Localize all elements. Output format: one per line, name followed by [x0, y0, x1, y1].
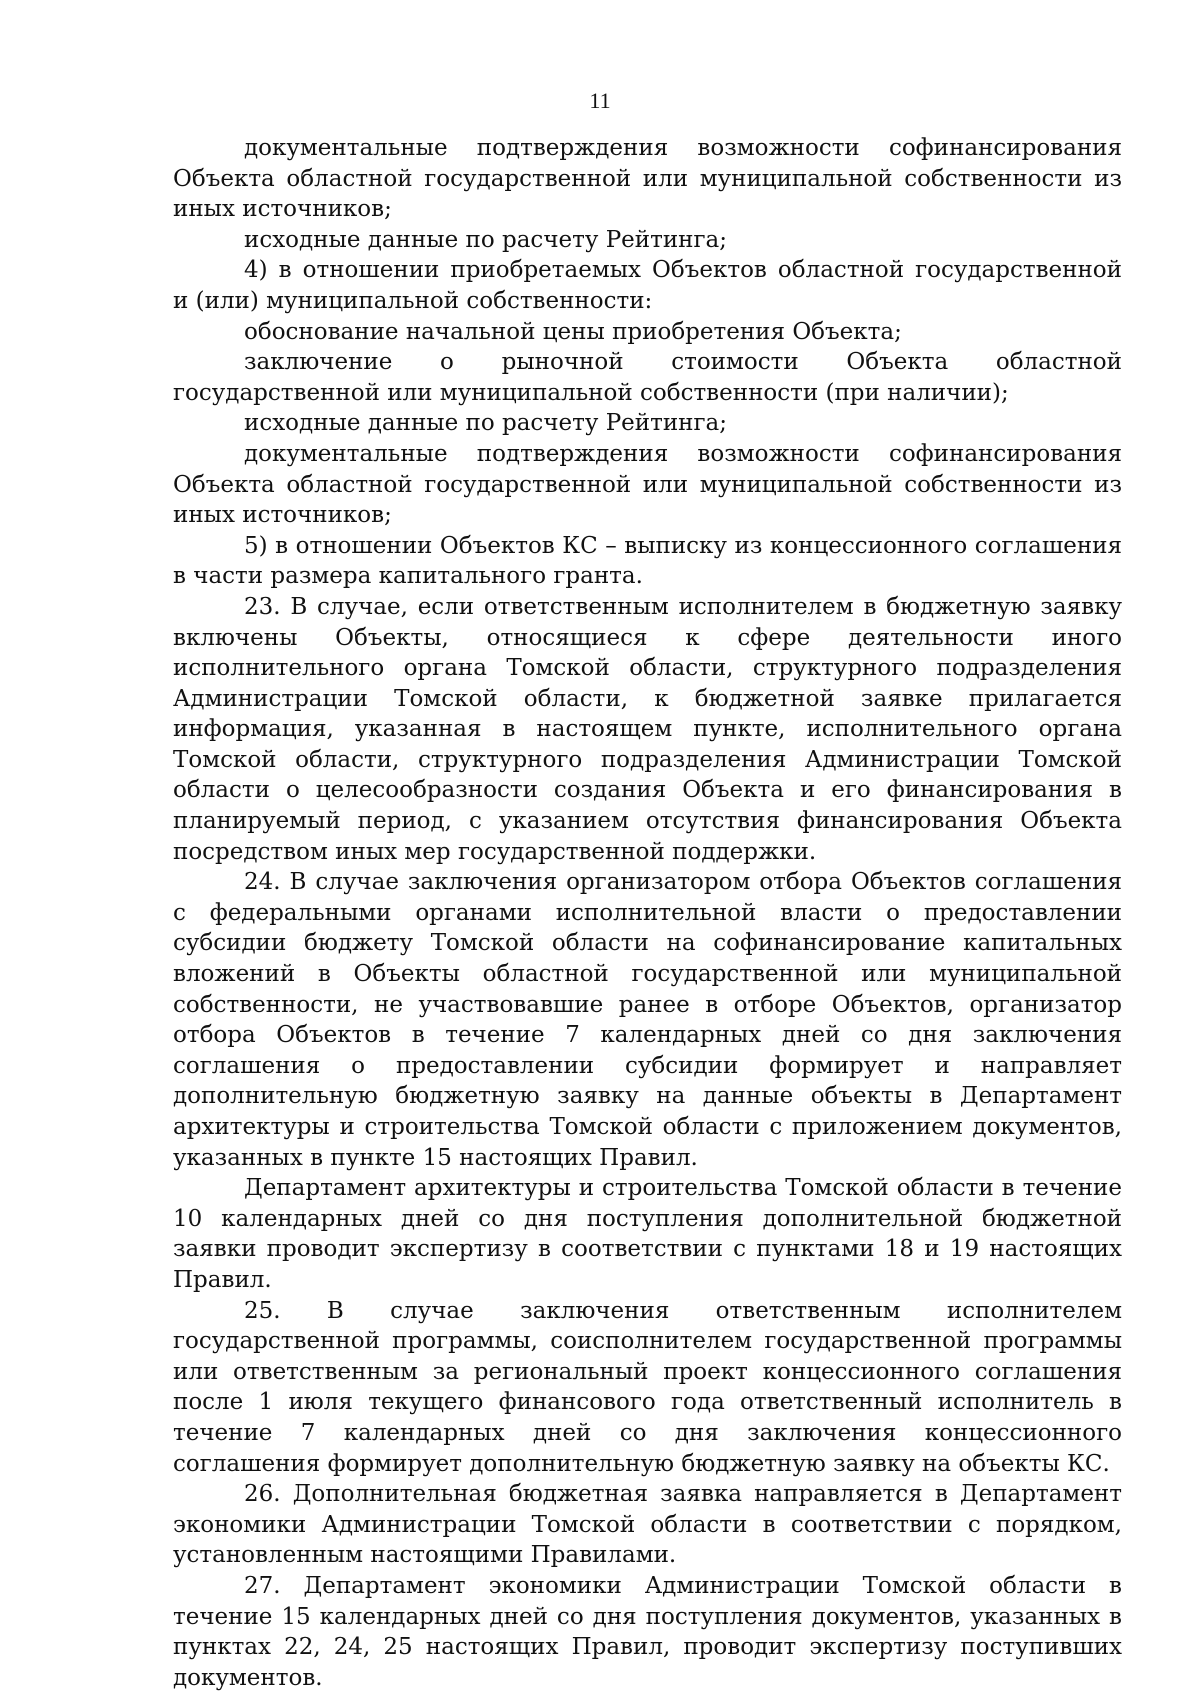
paragraph-clause-24-department: Департамент архитектуры и строительства Томской области в течение 10 календарных дней со дня поступления дополнительной бюджетной заявки проводит экспертизу в соответствии с пунктами 18 и 19 настоящих Правил.	[173, 1175, 1122, 1293]
page-number: 11	[589, 88, 611, 113]
paragraph-item-4: 4) в отношении приобретаемых Объектов областной государственной и (или) муниципальной собственности:	[173, 257, 1122, 314]
paragraph-clause-25: 25. В случае заключения ответственным исполнителем государственной программы, соисполнителем государственной программы или ответственным за региональный проект концессионного соглашения после 1 июля текущего финансового года ответственный исполнитель в течение 7 календарных дней со дня заключения концессионного соглашения формирует дополнительную бюджетную заявку на объекты КС.	[173, 1297, 1122, 1477]
document-body	[173, 133, 1122, 1693]
paragraph-clause-27: 27. Департамент экономики Администрации Томской области в течение 15 календарных дней со дня поступления документов, указанных в пунктах 22, 24, 25 настоящих Правил, проводит экспертизу поступивших документов.	[173, 1572, 1122, 1691]
paragraph-rating-data-2: исходные данные по расчету Рейтинга;	[244, 410, 728, 437]
paragraph-clause-26: 26. Дополнительная бюджетная заявка направляется в Департамент экономики Администрации Томской области в соответствии с порядком, установленным настоящими Правилами.	[173, 1481, 1122, 1569]
paragraph-item-5: 5) в отношении Объектов КС – выписку из концессионного соглашения в части размера капитального гранта.	[173, 532, 1122, 590]
paragraph-clause-23: 23. В случае, если ответственным исполнителем в бюджетную заявку включены Объекты, относящиеся к сфере деятельности иного исполнительного органа Томской области, структурного подразделения Администрации Томской области, к бюджетной заявке прилагается информация, указанная в настоящем пункте, исполнительного органа Томской области, структурного подразделения Администрации Томской области о целесообразности создания Объекта и его финансирования в планируемый период, с указанием отсутствия финансирования Объекта посредством иных мер государственной поддержки.	[173, 593, 1122, 865]
paragraph-rating-data-1: исходные данные по расчету Рейтинга;	[244, 226, 728, 253]
paragraph-cofinancing-docs-2: документальные подтверждения возможности софинансирования Объекта областной государственной или муниципальной собственности из иных источников;	[173, 440, 1122, 529]
paragraph-cofinancing-docs-1: документальные подтверждения возможности софинансирования Объекта областной государственной или муниципальной собственности из иных источников;	[173, 135, 1122, 223]
paragraph-clause-24: 24. В случае заключения организатором отбора Объектов соглашения с федеральными органами исполнительной власти о предоставлении субсидии бюджету Томской области на софинансирование капитальных вложений в Объекты областной государственной или муниципальной собственности, не участвовавшие ранее в отборе Объектов, организатор отбора Объектов в течение 7 календарных дней со дня заключения соглашения о предоставлении субсидии формирует и направляет дополнительную бюджетную заявку на данные объекты в Департамент архитектуры и строительства Томской области с приложением документов, указанных в пункте 15 настоящих Правил.	[173, 869, 1122, 1171]
paragraph-initial-price: обоснование начальной цены приобретения Объекта;	[244, 318, 902, 345]
paragraph-market-value: заключение о рыночной стоимости Объекта областной государственной или муниципальной собственности (при наличии);	[173, 349, 1122, 406]
